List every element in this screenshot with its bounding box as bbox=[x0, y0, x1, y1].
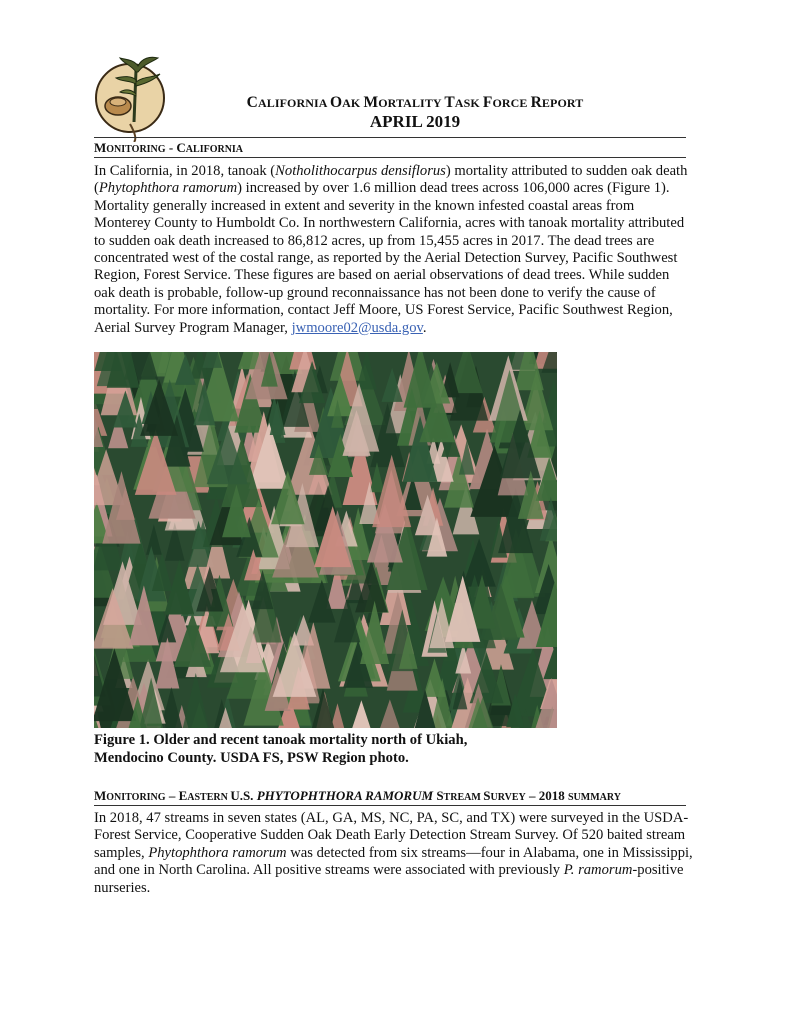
text-span: . bbox=[422, 319, 427, 336]
heading-text-part: ALIFORNIA bbox=[185, 144, 244, 155]
text-span: was detected from six streams—four in Alabama, one in Mississippi, and one in North Carolina. All positive streams were associated with previously bbox=[94, 844, 693, 879]
heading-text-part: AK bbox=[342, 96, 364, 110]
heading-text-part: ASTERN bbox=[187, 792, 231, 803]
heading-text-part: M bbox=[363, 94, 379, 111]
heading-text-part: ORCE bbox=[492, 96, 531, 110]
heading-text-part: S bbox=[433, 788, 444, 803]
heading-text-part: C bbox=[246, 94, 258, 111]
heading-text-part: ASK bbox=[454, 96, 483, 110]
text-span: ) mortality attributed to sudden oak death ( bbox=[94, 163, 688, 197]
pathogen-name: P. ramorum bbox=[563, 862, 633, 879]
section-heading-stream-survey bbox=[94, 788, 621, 805]
california-paragraph bbox=[94, 163, 694, 337]
heading-text-part: – 2018 bbox=[525, 788, 568, 803]
pathogen-name: Phytophthora ramorum bbox=[148, 844, 287, 861]
stream-survey-paragraph bbox=[94, 810, 694, 897]
text-span: ) increased by over 1.6 million dead trees across 106,000 acres (Figure 1). Mortality generally increased in extent and severity in the known infested coastal areas from Monterey County to Humboldt Co. In northwestern California, acres with tanoak mortality attributed to sudden oak death increased to 86,812 acres, up from 15,455 acres in 2017. The dead trees are concentrated west of the costal range, as reported by the Aerial Detection Survey, Pacific Southwest Region, Forest Service. These figures are based on aerial observations of dead trees. While sudden oak death is probable, follow-up ground reconnaissance has not been done to verify the cause of mortality. For more information, contact Jeff Moore, US Forest Service, Pacific Southwest Region, Aerial Survey Program Manager, bbox=[94, 180, 685, 336]
heading-text-part: EPORT bbox=[541, 96, 584, 110]
heading-text-part: URVEY bbox=[490, 792, 526, 803]
text-span: In 2018, 47 streams in seven states (AL, GA, MS, NC, PA, SC, and TX) were surveyed in the USDA-Forest Service, Cooperative Sudden Oak Death Early Detection Stream Survey. Of 520 baited stream samples, bbox=[94, 810, 689, 861]
heading-text-part: O bbox=[329, 94, 343, 111]
title-line-1 bbox=[170, 94, 660, 112]
forest-photo bbox=[94, 352, 557, 728]
heading-text-part: T bbox=[444, 94, 455, 111]
heading-text-part: TREAM bbox=[443, 792, 484, 803]
heading-text-part: PHYTOPHTHORA RAMORUM bbox=[256, 788, 434, 803]
heading-text-part: E bbox=[178, 788, 188, 803]
heading-text-part: F bbox=[482, 94, 493, 111]
heading-text-part: U.S. bbox=[230, 788, 257, 803]
heading-text-part: M bbox=[94, 788, 107, 803]
heading-text-part: ONITORING bbox=[106, 792, 166, 803]
report-title bbox=[170, 94, 660, 132]
heading-text-part: M bbox=[94, 140, 107, 155]
text-span: -positive nurseries. bbox=[94, 862, 684, 896]
task-force-logo bbox=[94, 50, 170, 142]
heading-text-part: ONITORING bbox=[106, 144, 166, 155]
figure-caption bbox=[94, 732, 564, 767]
species-name: Notholithocarpus densiflorus bbox=[275, 163, 446, 179]
caption-line-2: Mendocino County. USDA FS, PSW Region photo. bbox=[94, 749, 409, 766]
email-link[interactable]: jwmoore02@usda.gov bbox=[291, 319, 423, 336]
heading-text-part: R bbox=[530, 94, 542, 111]
section2-rule bbox=[94, 805, 686, 806]
pathogen-name: Phytophthora ramorum bbox=[98, 180, 238, 197]
heading-text-part: S bbox=[483, 788, 491, 803]
heading-text-part: SUMMARY bbox=[567, 792, 621, 803]
header-rule bbox=[94, 137, 686, 138]
caption-line-1: Figure 1. Older and recent tanoak mortality north of Ukiah, bbox=[94, 732, 468, 748]
text-span: In California, in 2018, tanoak ( bbox=[94, 163, 276, 179]
heading-text-part: ORTALITY bbox=[378, 96, 445, 110]
section-heading-california bbox=[94, 140, 243, 157]
heading-text-part: - bbox=[165, 140, 177, 155]
title-line-2: APRIL 2019 bbox=[369, 112, 461, 131]
heading-text-part: C bbox=[176, 140, 186, 155]
heading-text-part: – bbox=[165, 788, 179, 803]
section1-rule bbox=[94, 157, 686, 158]
heading-text-part: ALIFORNIA bbox=[257, 96, 330, 110]
